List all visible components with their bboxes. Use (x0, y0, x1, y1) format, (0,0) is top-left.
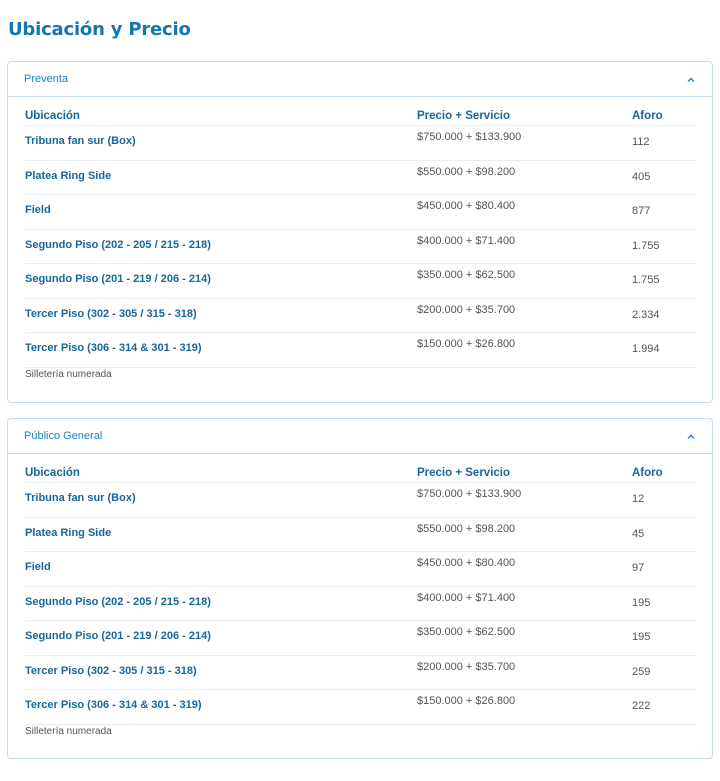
capacity-cell: 45 (632, 527, 645, 540)
capacity-cell: 195 (632, 596, 651, 609)
capacity-cell: 1.755 (632, 239, 660, 252)
section-publico-general (7, 418, 713, 759)
section-preventa (7, 61, 713, 403)
table-row (25, 518, 697, 553)
price-cell: $150.000 + $26.800 (417, 695, 516, 707)
location-cell: Tribuna fan sur (Box) (25, 492, 136, 504)
table-header-row (25, 464, 697, 483)
table-row (25, 161, 697, 196)
column-header-price: Precio + Servicio (417, 110, 511, 122)
page-title: Ubicación y Precio (8, 19, 191, 40)
seating-note: Silletería numerada (25, 726, 112, 737)
capacity-cell: 405 (632, 170, 651, 183)
table-row (25, 552, 697, 587)
price-cell: $450.000 + $80.400 (417, 200, 516, 212)
capacity-cell: 97 (632, 562, 645, 574)
price-cell: $450.000 + $80.400 (417, 557, 516, 569)
section-title: Público General (24, 430, 103, 442)
location-cell: Tercer Piso (306 - 314 & 301 - 319) (25, 342, 202, 354)
table-row (25, 333, 697, 368)
location-cell: Segundo Piso (201 - 219 / 206 - 214) (25, 630, 211, 642)
location-cell: Platea Ring Side (25, 526, 112, 539)
capacity-cell: 12 (632, 493, 645, 505)
price-table (25, 464, 697, 725)
location-cell: Segundo Piso (202 - 205 / 215 - 218) (25, 595, 211, 608)
table-row (25, 264, 697, 299)
table-row (25, 690, 697, 725)
capacity-cell: 112 (632, 136, 650, 148)
price-table (25, 107, 697, 368)
capacity-cell: 1.994 (632, 343, 660, 355)
location-cell: Tercer Piso (302 - 305 / 315 - 318) (25, 307, 197, 320)
table-row (25, 230, 697, 265)
price-cell: $750.000 + $133.900 (417, 488, 522, 500)
location-cell: Segundo Piso (201 - 219 / 206 - 214) (25, 273, 211, 285)
table-row (25, 126, 697, 161)
price-cell: $400.000 + $71.400 (417, 234, 516, 247)
section-header-publico-general[interactable] (8, 419, 712, 454)
table-row (25, 656, 697, 691)
price-cell: $750.000 + $133.900 (417, 131, 522, 143)
chevron-up-icon[interactable] (686, 432, 696, 442)
location-cell: Tribuna fan sur (Box) (25, 135, 136, 147)
chevron-up-icon[interactable] (686, 75, 696, 85)
price-cell: $200.000 + $35.700 (417, 303, 516, 316)
capacity-cell: 877 (632, 205, 651, 217)
price-cell: $150.000 + $26.800 (417, 338, 516, 350)
column-header-capacity: Aforo (632, 110, 663, 122)
column-header-capacity: Aforo (632, 467, 663, 479)
table-row (25, 621, 697, 656)
capacity-cell: 195 (632, 631, 651, 643)
column-header-location: Ubicación (25, 110, 80, 122)
location-cell: Segundo Piso (202 - 205 / 215 - 218) (25, 238, 211, 251)
price-cell: $200.000 + $35.700 (417, 660, 516, 673)
location-cell: Field (25, 204, 51, 216)
table-row (25, 195, 697, 230)
price-cell: $400.000 + $71.400 (417, 591, 516, 604)
location-cell: Tercer Piso (306 - 314 & 301 - 319) (25, 699, 202, 711)
capacity-cell: 222 (632, 700, 651, 712)
table-row (25, 483, 697, 518)
capacity-cell: 2.334 (632, 308, 660, 321)
capacity-cell: 259 (632, 665, 651, 678)
price-cell: $550.000 + $98.200 (417, 165, 516, 178)
seating-note: Silletería numerada (25, 369, 112, 380)
section-header-preventa[interactable] (8, 62, 712, 97)
column-header-price: Precio + Servicio (417, 467, 511, 479)
location-cell: Tercer Piso (302 - 305 / 315 - 318) (25, 664, 197, 677)
column-header-location: Ubicación (25, 467, 80, 479)
location-cell: Field (25, 561, 51, 573)
price-cell: $350.000 + $62.500 (417, 626, 516, 638)
table-header-row (25, 107, 697, 126)
section-title: Preventa (24, 73, 69, 85)
location-cell: Platea Ring Side (25, 169, 112, 182)
price-cell: $350.000 + $62.500 (417, 269, 516, 281)
capacity-cell: 1.755 (632, 274, 660, 286)
table-row (25, 587, 697, 622)
table-row (25, 299, 697, 334)
price-cell: $550.000 + $98.200 (417, 522, 516, 535)
